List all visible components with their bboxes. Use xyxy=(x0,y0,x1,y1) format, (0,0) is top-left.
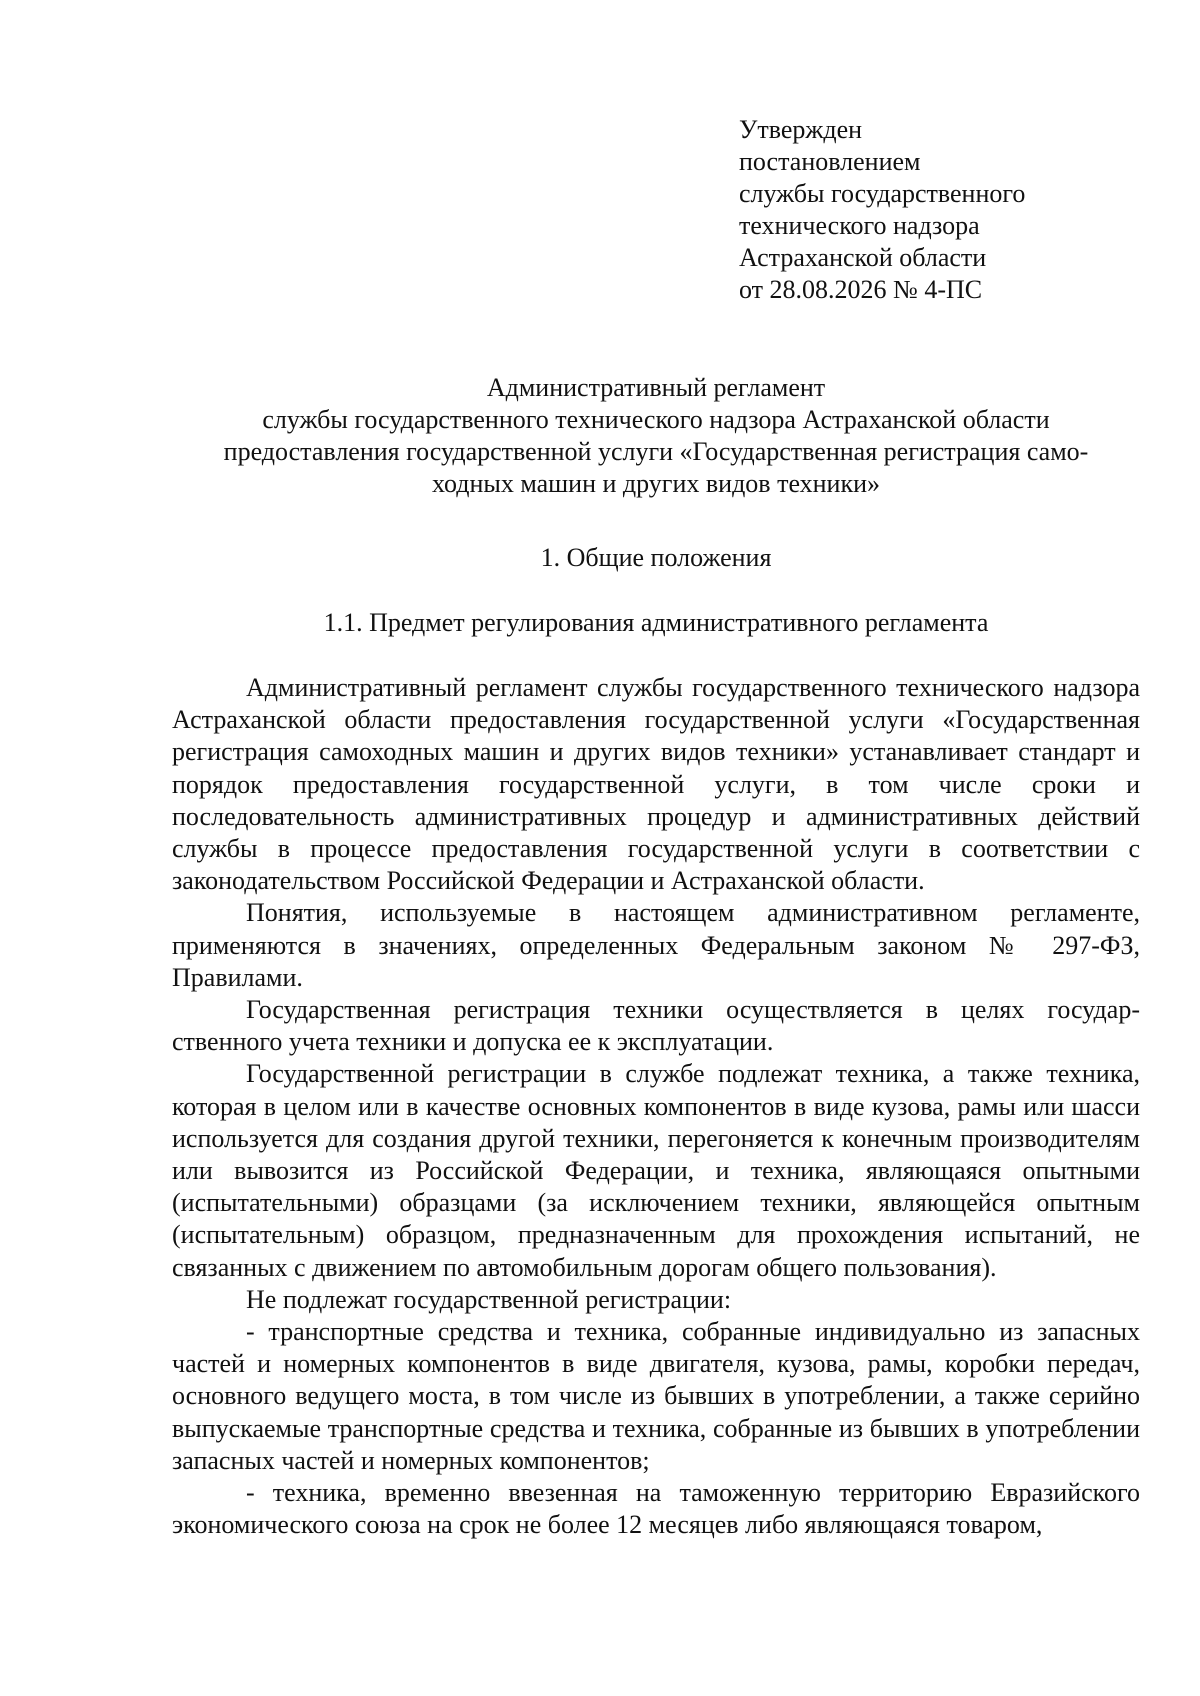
approval-line: Астраханской области xyxy=(739,243,987,272)
title-line: предоставления государственной услуги «Государственная регистрация само- xyxy=(223,437,1089,466)
list-item: - транспортные средства и техника, собранные индивидуально из запасных частей и номерных компонентов в виде двигателя, кузова, рамы, коробки передач, основного ведущего моста, в том числе из бывших в употреблении, а также серийно выпускаемые транспортные средства и техника, собранные из бывших в употреблении запасных частей и номерных компонентов; xyxy=(172,1317,1140,1475)
approval-line: службы государственного xyxy=(739,179,1026,208)
body-paragraph: Понятия, используемые в настоящем административном регламенте, применяются в значениях, определенных Федеральным законом № 297-ФЗ, Правилами. xyxy=(172,898,1140,992)
body-paragraph: Государственной регистрации в службе подлежат техника, а также техника, которая в целом или в качестве основных компонентов в виде кузова, рамы или шасси используется для создания другой техники, перегоняется к конечным производителям или вывозится из Российской Федерации, и техника, являющаяся опытными (испытательными) образцами (за исключением техники, являющейся опытным (испытательным) образцом, предназначенным для прохождения испытаний, не связанных с движением по автомобильным дорогам общего пользования). xyxy=(172,1059,1140,1282)
section-heading-general: 1. Общие положения xyxy=(540,543,772,572)
approval-line: технического надзора xyxy=(739,211,980,240)
body-paragraph: Административный регламент службы государственного технического надзора Астраханской области предоставления государственной услуги «Государственная регистрация самоходных машин и других видов техники» устанавливает стандарт и порядок предоставления государственной услуги, в том числе сроки и последовательность административных процедур и административных действий службы в процессе предоставления государственной услуги в соответствии с законодательством Российской Федерации и Астраханской области. xyxy=(172,673,1140,896)
approval-block xyxy=(739,114,1025,306)
approval-line: постановлением xyxy=(739,147,921,176)
body-paragraph: Государственная регистрация техники осуществляется в целях государственного учета техники и допуска ее к эксплуатации. xyxy=(172,995,1140,1057)
approval-line: Утвержден xyxy=(739,115,863,144)
list-item: - техника, временно ввезенная на таможенную территорию Евразийского экономического союза на срок не более 12 месяцев либо являющаяся товаром, xyxy=(172,1478,1140,1540)
body-paragraph: Не подлежат государственной регистрации: xyxy=(246,1284,732,1314)
title-line: службы государственного технического надзора Астраханской области xyxy=(262,405,1050,434)
document-title xyxy=(172,372,1140,500)
approval-date-number: от 28.08.2026 № 4-ПС xyxy=(739,275,983,304)
title-line: Административный регламент xyxy=(486,373,826,402)
document-body xyxy=(172,672,1140,1541)
subsection-heading-subject: 1.1. Предмет регулирования административного регламента xyxy=(323,608,989,637)
title-line: ходных машин и других видов техники» xyxy=(431,469,881,498)
